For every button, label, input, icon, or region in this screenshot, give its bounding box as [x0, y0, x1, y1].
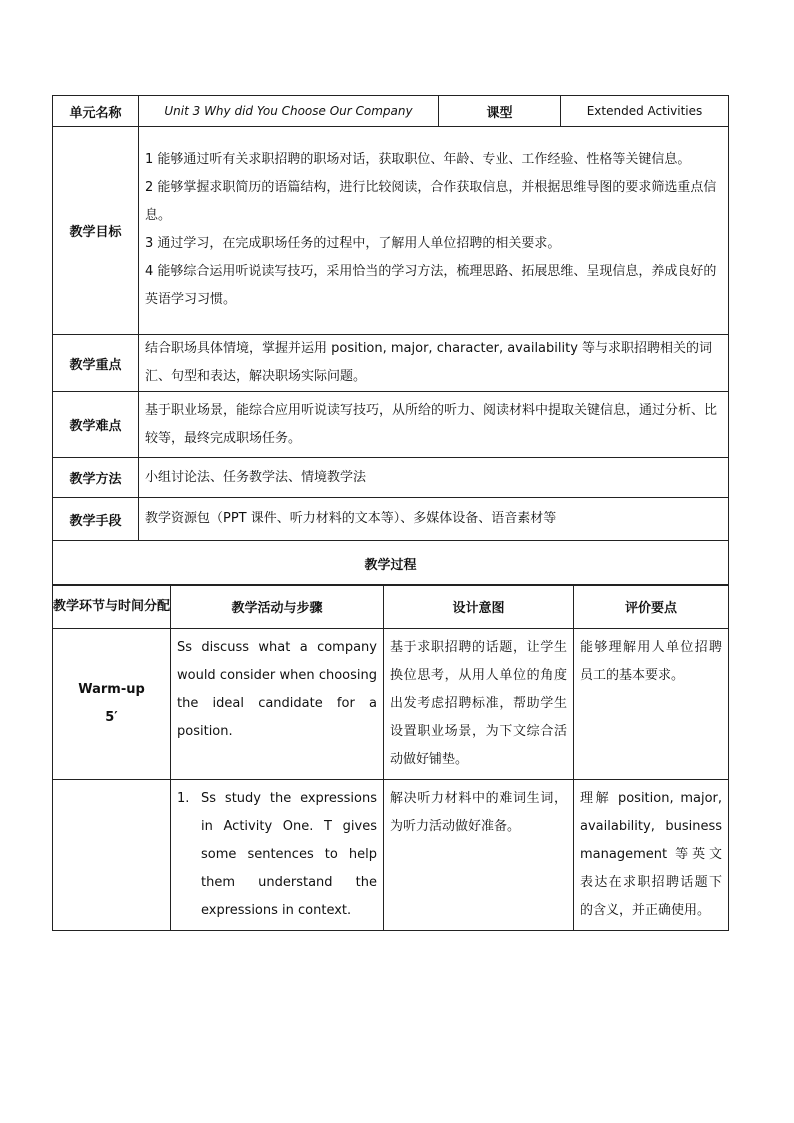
evaluation-text: 理解 position, major, availability, business management 等英文表达在求职招聘话题下的含义，并正确使用。	[580, 791, 722, 918]
process-table	[52, 584, 729, 931]
means-text: 教学资源包（PPT 课件、听力材料的文本等）、多媒体设备、语音素材等	[139, 498, 729, 541]
objective-item: 1 能够通过听有关求职招聘的职场对话，获取职位、年龄、专业、工作经验、性格等关键信息。	[145, 151, 691, 167]
lesson-info-table	[52, 95, 729, 586]
objectives-row	[53, 127, 729, 335]
objectives-label: 教学目标	[53, 127, 139, 335]
type-value: Extended Activities	[561, 96, 729, 127]
stage-cell	[53, 629, 171, 780]
process-header-row	[53, 585, 729, 629]
objective-item: 3 通过学习，在完成职场任务的过程中，了解用人单位招聘的相关要求。	[145, 235, 561, 251]
evaluation-text: 能够理解用人单位招聘员工的基本要求。	[580, 640, 722, 683]
key-points-text: 结合职场具体情境，掌握并运用 position, major, character, availability 等与求职招聘相关的词汇、句型和表达，解决职场实际问题。	[139, 335, 729, 392]
activity-number: 1.	[177, 791, 190, 806]
stage-cell	[53, 780, 171, 931]
col-header-evaluation: 评价要点	[574, 585, 729, 629]
methods-text: 小组讨论法、任务教学法、情境教学法	[139, 458, 729, 498]
table-row	[53, 780, 729, 931]
process-title-row	[53, 541, 729, 586]
unit-value: Unit 3 Why did You Choose Our Company	[139, 96, 439, 127]
type-label: 课型	[439, 96, 561, 127]
objective-item: 2 能够掌握求职简历的语篇结构，进行比较阅读，合作获取信息，并根据思维导图的要求筛选重点信息。	[145, 179, 717, 223]
stage-name: Warm-up	[78, 682, 145, 697]
col-header-activity: 教学活动与步骤	[171, 585, 384, 629]
objective-item: 4 能够综合运用听说读写技巧，采用恰当的学习方法，梳理思路、拓展思维、呈现信息，养成良好的英语学习习惯。	[145, 263, 717, 307]
unit-row	[53, 96, 729, 127]
objectives-list	[139, 127, 729, 335]
intent-text: 解决听力材料中的难词生词，为听力活动做好准备。	[390, 791, 567, 834]
activity-text: Ss discuss what a company would consider when choosing the ideal candidate for a position.	[177, 640, 377, 739]
evaluation-cell	[574, 629, 729, 780]
difficulties-text: 基于职业场景，能综合应用听说读写技巧，从所给的听力、阅读材料中提取关键信息，通过分析、比较等，最终完成职场任务。	[139, 392, 729, 458]
means-label: 教学手段	[53, 498, 139, 541]
activity-cell	[171, 629, 384, 780]
table-row	[53, 629, 729, 780]
key-points-row	[53, 335, 729, 392]
key-points-label: 教学重点	[53, 335, 139, 392]
means-row	[53, 498, 729, 541]
difficulties-row	[53, 392, 729, 458]
stage-time: 5′	[105, 710, 118, 725]
methods-label: 教学方法	[53, 458, 139, 498]
activity-cell	[171, 780, 384, 931]
unit-label: 单元名称	[53, 96, 139, 127]
intent-text: 基于求职招聘的话题，让学生换位思考，从用人单位的角度出发考虑招聘标准，帮助学生设置职业场景，为下文综合活动做好铺垫。	[390, 640, 567, 767]
intent-cell	[384, 629, 574, 780]
intent-cell	[384, 780, 574, 931]
activity-list-item	[171, 780, 383, 930]
methods-row	[53, 458, 729, 498]
process-title: 教学过程	[53, 541, 729, 586]
col-header-stage: 教学环节与时间分配	[53, 585, 171, 629]
activity-text: Ss study the expressions in Activity One. T gives some sentences to help them understand the expressions in context.	[201, 791, 377, 918]
col-header-intent: 设计意图	[384, 585, 574, 629]
evaluation-cell	[574, 780, 729, 931]
difficulties-label: 教学难点	[53, 392, 139, 458]
